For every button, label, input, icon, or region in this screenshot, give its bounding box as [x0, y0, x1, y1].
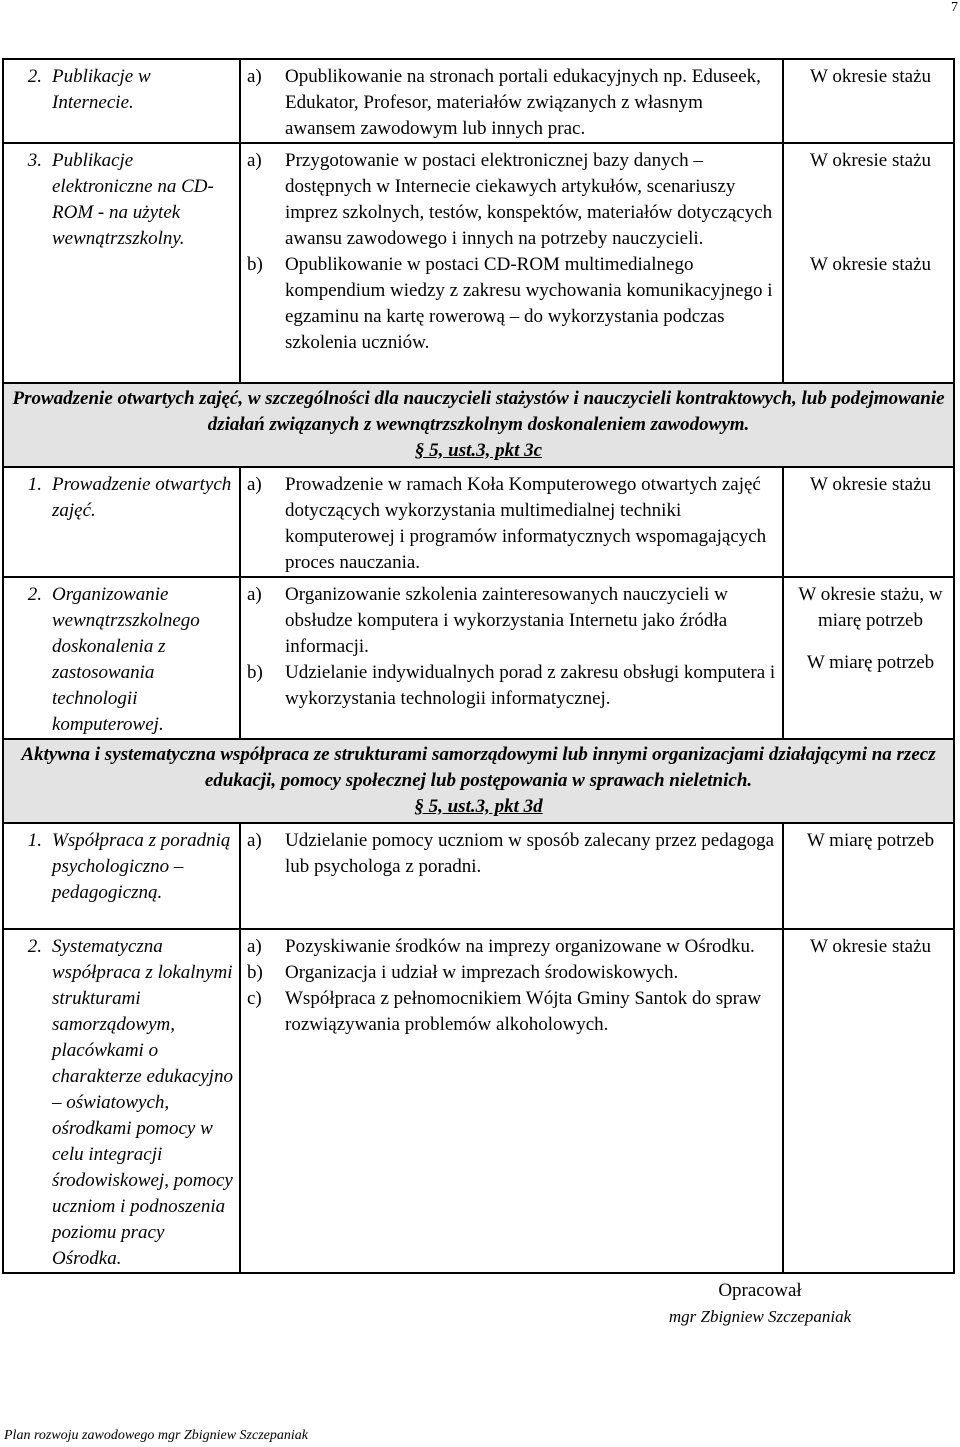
action-cell	[240, 467, 783, 577]
table-row	[3, 577, 954, 739]
task-number: 1.	[27, 830, 42, 851]
table-row	[3, 929, 954, 1273]
section-heading-cell	[3, 383, 954, 467]
development-plan-table	[2, 58, 955, 1274]
task-title: Organizowanie wewnątrzszkolnego doskonalenia z zastosowania technologii komputerowej.	[52, 584, 200, 735]
item-text: Przygotowanie w postaci elektronicznej bazy danych – dostępnych w Internecie ciekawych artykułów, scenariuszy imprez szkolnych, testów, konspektów, materiałów dotyczących awansu zawodowego i innych na potrzeby nauczycieli.	[285, 150, 773, 249]
task-cell	[3, 59, 240, 143]
task-cell	[3, 577, 240, 739]
item-text: Opublikowanie w postaci CD-ROM multimedialnego kompendium wiedzy z zakresu wychowania komunikacyjnego i egzaminu na kartę rowerową – do wykorzystania podczas szkolenia uczniów.	[285, 254, 773, 353]
credit-label: Opracował	[718, 1280, 802, 1301]
term-cell	[783, 467, 954, 577]
item-letter: b)	[247, 254, 263, 275]
term-cell	[783, 59, 954, 143]
action-cell	[240, 823, 783, 929]
action-cell	[240, 929, 783, 1273]
task-number: 2.	[27, 936, 42, 957]
item-text: Udzielanie indywidualnych porad z zakresu obsługi komputera i wykorzystania technologii informatycznej.	[285, 662, 776, 709]
term-text: W okresie stażu	[810, 936, 931, 957]
item-letter: a)	[247, 936, 262, 957]
item-text: Pozyskiwanie środków na imprezy organizowane w Ośrodku.	[285, 936, 755, 957]
task-number: 2.	[27, 584, 42, 605]
section-paragraph-ref: § 5, ust.3, pkt 3c	[414, 440, 543, 461]
term-text: W okresie stażu	[810, 474, 931, 495]
term-cell	[783, 143, 954, 383]
section-header	[3, 739, 954, 823]
task-title: Prowadzenie otwartych zajęć.	[52, 474, 232, 521]
task-number: 1.	[27, 474, 42, 495]
task-cell	[3, 823, 240, 929]
page-footer: Plan rozwoju zawodowego mgr Zbigniew Szczepaniak	[4, 1428, 308, 1443]
term-cell	[783, 823, 954, 929]
section-heading: Prowadzenie otwartych zajęć, w szczególności dla nauczycieli stażystów i nauczycieli kontraktowych, lub podejmowanie działań związanych z wewnątrzszkolnym doskonaleniem zawodowym.	[12, 388, 945, 435]
credit-author: mgr Zbigniew Szczepaniak	[668, 1307, 852, 1326]
term-text: W miarę potrzeb	[806, 830, 935, 851]
section-header	[3, 383, 954, 467]
table-row	[3, 467, 954, 577]
action-cell	[240, 577, 783, 739]
item-letter: a)	[247, 830, 262, 851]
table-row	[3, 59, 954, 143]
author-credit	[650, 1278, 870, 1330]
item-letter: a)	[247, 474, 262, 495]
task-cell	[3, 467, 240, 577]
item-letter: c)	[247, 988, 262, 1009]
term-text: W okresie stażu, w miarę potrzeb	[798, 584, 943, 631]
term-text: W okresie stażu	[810, 66, 931, 87]
item-text: Organizacja i udział w imprezach środowiskowych.	[285, 962, 679, 983]
action-cell	[240, 59, 783, 143]
term-text: W okresie stażu	[810, 254, 931, 275]
task-title: Systematyczna współpraca z lokalnymi strukturami samorządowym, placówkami o charakterze edukacyjno – oświatowych, ośrodkami pomocy w celu integracji środowiskowej, pomocy uczniom i podnoszenia poziomu pracy Ośrodka.	[52, 936, 233, 1269]
section-heading-cell	[3, 739, 954, 823]
section-heading: Aktywna i systematyczna współpraca ze strukturami samorządowymi lub innymi organizacjami działającymi na rzecz edukacji, pomocy społecznej lub postępowania w sprawach nieletnich.	[21, 744, 936, 791]
item-text: Organizowanie szkolenia zainteresowanych nauczycieli w obsłudze komputera i wykorzystania Internetu jako źródła informacji.	[285, 584, 728, 657]
term-cell	[783, 929, 954, 1273]
item-letter: a)	[247, 66, 262, 87]
item-letter: b)	[247, 962, 263, 983]
item-text: Opublikowanie na stronach portali edukacyjnych np. Eduseek, Edukator, Profesor, materiałów związanych z własnym awansem zawodowym lub innych prac.	[285, 66, 761, 139]
item-letter: b)	[247, 662, 263, 683]
section-paragraph-ref: § 5, ust.3, pkt 3d	[414, 796, 543, 817]
item-text: Współpraca z pełnomocnikiem Wójta Gminy Santok do spraw rozwiązywania problemów alkoholowych.	[285, 988, 762, 1035]
task-title: Publikacje w Internecie.	[52, 66, 151, 113]
term-text: W okresie stażu	[810, 150, 931, 171]
term-cell	[783, 577, 954, 739]
task-cell	[3, 929, 240, 1273]
term-text: W miarę potrzeb	[806, 652, 935, 673]
task-number: 3.	[27, 150, 42, 171]
item-letter: a)	[247, 584, 262, 605]
task-cell	[3, 143, 240, 383]
task-number: 2.	[27, 66, 42, 87]
task-title: Publikacje elektroniczne na CD-ROM - na użytek wewnątrzszkolny.	[52, 150, 214, 249]
item-letter: a)	[247, 150, 262, 171]
item-text: Udzielanie pomocy uczniom w sposób zalecany przez pedagoga lub psychologa z poradni.	[285, 830, 775, 877]
action-cell	[240, 143, 783, 383]
task-title: Współpraca z poradnią psychologiczno – pedagogiczną.	[52, 830, 231, 903]
table-row	[3, 143, 954, 383]
page-number: 7	[951, 0, 958, 15]
table-row	[3, 823, 954, 929]
item-text: Prowadzenie w ramach Koła Komputerowego otwartych zajęć dotyczących wykorzystania multimedialnej techniki komputerowej i programów informatycznych wspomagających proces nauczania.	[285, 474, 767, 573]
